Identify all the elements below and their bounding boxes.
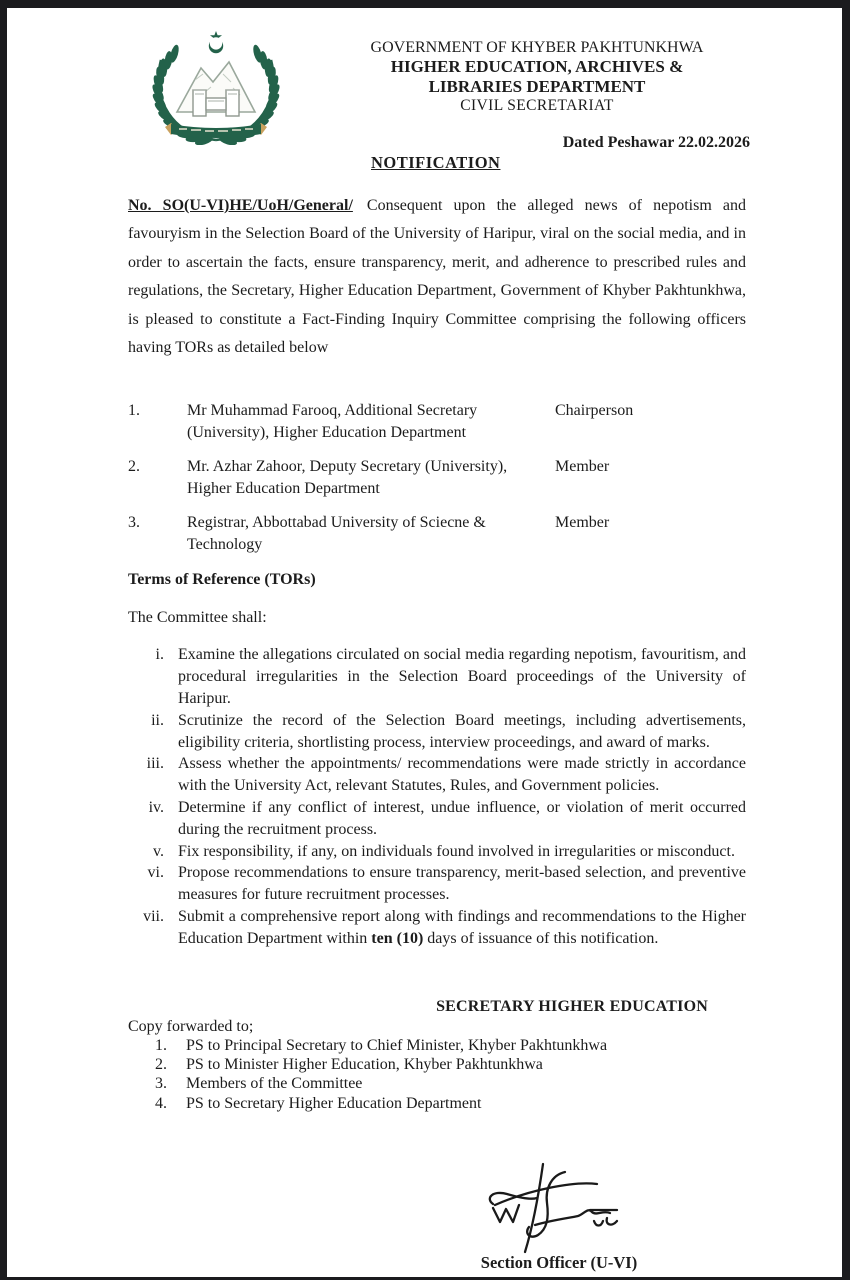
- tor-numeral: v.: [153, 842, 164, 860]
- committee-member-role: Member: [555, 458, 610, 476]
- secretariat-line: CIVIL SECRETARIAT: [460, 97, 614, 114]
- committee-list: [128, 400, 746, 555]
- tor-item: [128, 644, 746, 709]
- tor-item: [128, 906, 746, 950]
- tor-item: [128, 797, 746, 841]
- tors-list: [128, 644, 746, 949]
- paragraph-text: Consequent upon the alleged news of nepotism and favouryism in the Selection Board of the University of Haripur, viral on the social media, and in order to ascertain the facts, ensure transparency, merit, and adherence to prescribed rules and regulations, the Secretary, Higher Education Department, Government of Khyber Pakhtunkhwa, is pleased to constitute a Fact-Finding Inquiry Committee comprising the following officers having TORs as detailed below: [128, 197, 747, 357]
- issuing-authority: SECRETARY HIGHER EDUCATION: [436, 997, 708, 1015]
- tors-heading: Terms of Reference (TORs): [128, 571, 316, 589]
- committee-member-role: Chairperson: [555, 402, 634, 420]
- copy-list: [128, 1036, 746, 1113]
- copy-number: 2.: [155, 1056, 167, 1074]
- tor-text: Fix responsibility, if any, on individuals found involved in irregularities or misconduct.: [178, 842, 735, 860]
- committee-number: 1.: [128, 402, 140, 420]
- copy-item: [155, 1055, 746, 1074]
- copy-item: [155, 1074, 746, 1093]
- copy-number: 1.: [155, 1036, 167, 1054]
- copy-item: [155, 1094, 746, 1113]
- signature-svg: [477, 1160, 642, 1258]
- tor-numeral: iii.: [146, 755, 164, 773]
- copy-text: PS to Secretary Higher Education Department: [186, 1094, 482, 1112]
- tor-numeral: vi.: [147, 864, 164, 882]
- copy-forwarded-heading: Copy forwarded to;: [128, 1017, 254, 1035]
- committee-number: 3.: [128, 514, 140, 532]
- signature-scribble: [477, 1160, 642, 1258]
- tor-item: [128, 710, 746, 754]
- tor-numeral: iv.: [148, 799, 164, 817]
- tor-text: Scrutinize the record of the Selection Board meetings, including advertisements, eligibility criteria, shortlisting process, interview proceedings, and award of marks.: [178, 711, 746, 751]
- tor-text: Propose recommendations to ensure transparency, merit-based selection, and preventive measures for future recruitment processes.: [178, 864, 746, 904]
- copy-number: 4.: [155, 1094, 167, 1112]
- tor-text: Assess whether the appointments/ recommendations were made strictly in accordance with the University Act, relevant Statutes, Rules, and Government policies.: [178, 755, 746, 795]
- department-line-2: LIBRARIES DEPARTMENT: [428, 76, 646, 96]
- committee-member-name: Mr Muhammad Farooq, Additional Secretary (University), Higher Education Department: [187, 402, 478, 441]
- tor-item: [128, 862, 746, 906]
- committee-row: [128, 400, 746, 443]
- copy-text: PS to Minister Higher Education, Khyber Pakhtunkhwa: [186, 1056, 543, 1074]
- document-body: [128, 192, 746, 1113]
- tor-text: Determine if any conflict of interest, undue influence, or violation of merit occurred during the recruitment process.: [178, 799, 746, 838]
- government-line: GOVERNMENT OF KHYBER PAKHTUNKHWA: [370, 39, 704, 56]
- tor-numeral: ii.: [151, 711, 164, 729]
- copy-text: Members of the Committee: [186, 1075, 363, 1093]
- copy-item: [155, 1036, 746, 1055]
- department-line-1: HIGHER EDUCATION, ARCHIVES &: [390, 57, 684, 76]
- committee-member-name: Mr. Azhar Zahoor, Deputy Secretary (University), Higher Education Department: [187, 458, 508, 497]
- tor-item: [128, 841, 746, 863]
- tors-intro: The Committee shall:: [128, 609, 267, 627]
- opening-paragraph: [128, 192, 746, 362]
- reference-number: No. SO(U-VI)HE/UoH/General/: [128, 197, 353, 214]
- committee-row: [128, 512, 746, 555]
- crescent-star-icon: [209, 31, 223, 53]
- kp-government-emblem-logo: [135, 30, 297, 145]
- copy-text: PS to Principal Secretary to Chief Minister, Khyber Pakhtunkhwa: [186, 1036, 608, 1054]
- tor-text: [178, 906, 746, 950]
- committee-member-name: Registrar, Abbottabad University of Sciecne & Technology: [187, 514, 486, 553]
- copy-number: 3.: [155, 1075, 167, 1093]
- committee-row: [128, 456, 746, 499]
- committee-number: 2.: [128, 458, 140, 476]
- dated-line: Dated Peshawar 22.02.2026: [562, 134, 750, 151]
- tor-text-bold: ten (10): [371, 929, 424, 947]
- document-page: [7, 8, 842, 1277]
- signatory-title: Section Officer (U-VI): [480, 1253, 638, 1272]
- letterhead: [325, 38, 749, 115]
- tor-numeral: vii.: [143, 908, 164, 925]
- tor-item: [128, 753, 746, 797]
- committee-member-role: Member: [555, 514, 610, 532]
- emblem-svg: [135, 30, 297, 145]
- tor-numeral: i.: [155, 646, 164, 664]
- notification-title: NOTIFICATION: [371, 153, 501, 172]
- tor-text: Examine the allegations circulated on social media regarding nepotism, favouritism, and procedural irregularities in the Selection Board proceedings of the University of Haripur.: [178, 646, 746, 708]
- tor-text-after: days of issuance of this notification.: [423, 929, 659, 947]
- tor-text-before: Submit a comprehensive report along with findings and recommendations to the Higher Education Department within: [178, 908, 746, 947]
